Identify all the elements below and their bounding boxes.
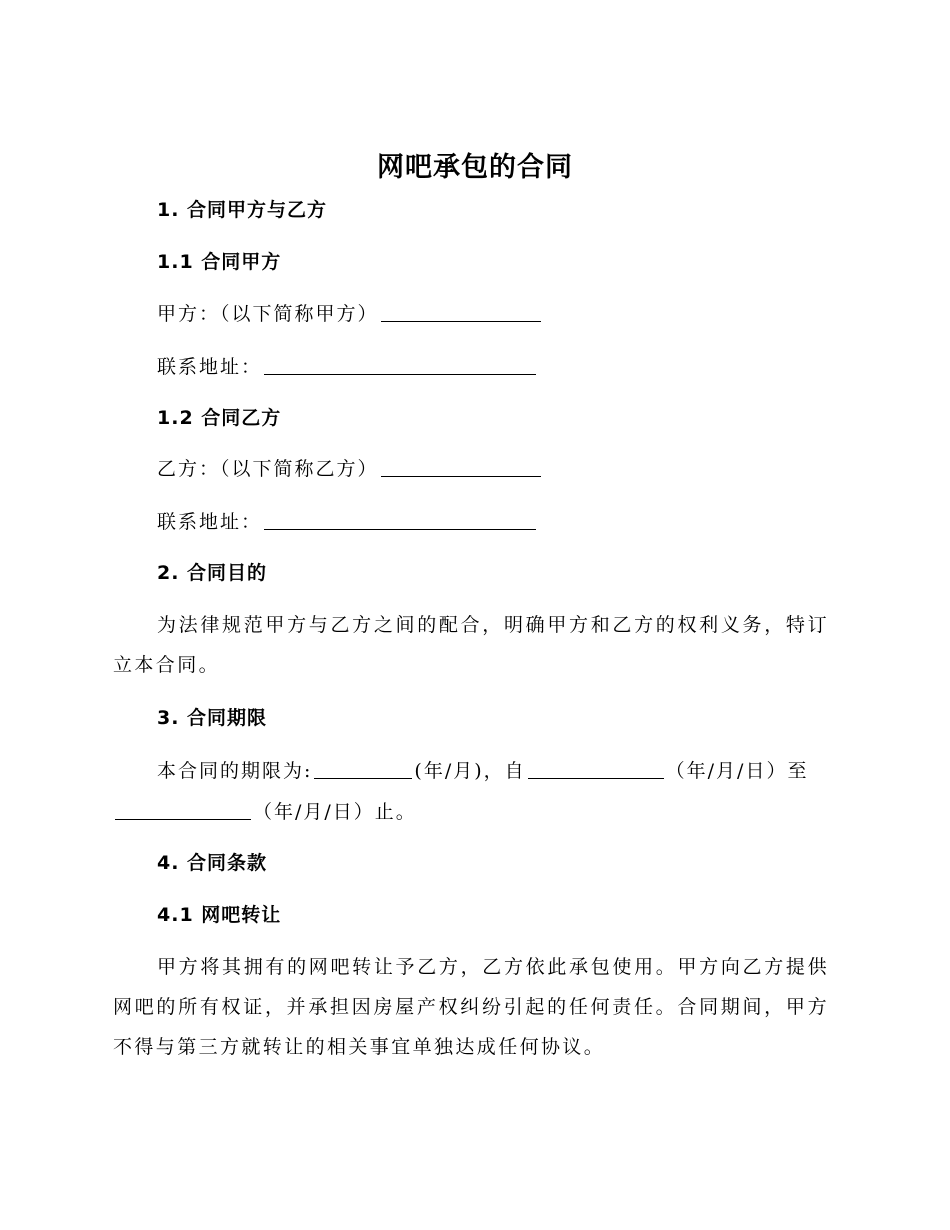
section-4-1-heading: 4.1 网吧转让 (157, 904, 282, 926)
term-line-1 (157, 757, 808, 785)
term-unit-3: （年/月/日）止。 (253, 801, 417, 823)
section-1-heading: 1. 合同甲方与乙方 (157, 199, 328, 221)
section-1-2-heading: 1.2 合同乙方 (157, 407, 282, 429)
party-b-address-label: 联系地址： (157, 511, 263, 533)
section-3-heading: 3. 合同期限 (157, 707, 268, 729)
section-2-heading: 2. 合同目的 (157, 562, 268, 584)
party-a-address-blank[interactable] (264, 356, 536, 375)
section-4-1-paragraph: 甲方将其拥有的网吧转让予乙方，乙方依此承包使用。甲方向乙方提供网吧的所有权证，并承担因房屋产权纠纷引起的任何责任。合同期间，甲方不得与第三方就转让的相关事宜单独达成任何协议。 (113, 956, 829, 1058)
party-b-label: 乙方：（以下简称乙方） (157, 458, 379, 480)
party-b-address-blank[interactable] (264, 511, 536, 530)
section-4-heading: 4. 合同条款 (157, 852, 268, 874)
party-a-address-line (157, 353, 538, 381)
term-unit-1: (年/月)，自 (414, 760, 526, 782)
party-a-line (157, 300, 543, 328)
term-duration-blank[interactable] (314, 760, 412, 779)
party-a-blank[interactable] (381, 303, 541, 322)
term-start-date-blank[interactable] (528, 760, 664, 779)
party-b-blank[interactable] (381, 458, 541, 477)
party-b-address-line (157, 508, 538, 536)
party-b-line (157, 455, 543, 483)
party-a-address-label: 联系地址： (157, 356, 263, 378)
term-line-2 (113, 798, 417, 826)
party-a-label: 甲方：（以下简称甲方） (157, 303, 379, 325)
term-unit-2: （年/月/日）至 (665, 760, 809, 782)
section-2-paragraph: 为法律规范甲方与乙方之间的配合，明确甲方和乙方的权利义务，特订立本合同。 (113, 614, 829, 676)
document-title: 网吧承包的合同 (377, 152, 573, 183)
section-1-1-heading: 1.1 合同甲方 (157, 251, 282, 273)
term-intro: 本合同的期限为: (157, 760, 313, 782)
term-end-date-blank[interactable] (115, 801, 251, 820)
